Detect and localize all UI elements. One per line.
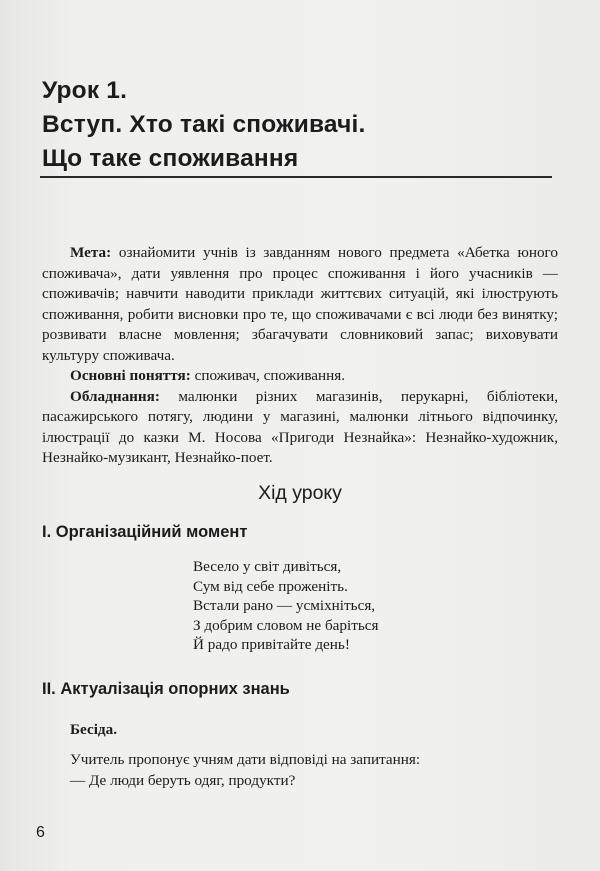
course-heading: Хід уроку <box>258 482 342 504</box>
equipment-label: Обладнання: <box>70 387 160 405</box>
section-heading-organizational: I. Організаційний момент <box>42 523 248 541</box>
title-divider <box>40 176 552 178</box>
lesson-title <box>42 74 562 176</box>
dialog-line: — Де люди беруть одяг, продукти? <box>70 771 296 789</box>
lesson-number: Урок 1. <box>42 77 128 104</box>
poem-line: Встали рано — усміхніться, <box>193 597 376 615</box>
poem-line: З добрим словом не баріться <box>193 616 379 634</box>
dialog-line: Учитель пропонує учням дати відповіді на запитання: <box>70 751 421 768</box>
dialog <box>70 750 540 791</box>
page-number: 6 <box>36 824 45 841</box>
poem-line: Сум від себе проженіть. <box>193 577 348 595</box>
section-heading-actualization: II. Актуалізація опорних знань <box>42 680 290 698</box>
poem-line: Й радо привітайте день! <box>193 636 350 654</box>
lesson-title-line: Що таке споживання <box>42 145 299 172</box>
concepts-paragraph <box>42 366 558 387</box>
goal-text: ознайомити учнів із завданням нового предмета «Абетка юного споживача», дати уявлення про процес споживання і його учасників — споживачів; навчити наводити приклади життєвих ситуацій, які ілюструють споживання, робити висновки про те, що споживачами є всі люди без винятку; розвивати власне мовлення; збагачувати словниковий запас; виховувати культуру споживача. <box>42 244 558 364</box>
equipment-text: малюнки різних магазинів, перукарні, бібліотеки, пасажирського потягу, людини у магазині, малюнки літнього відпочинку, ілюстрації до казки М. Носова «Пригоди Незнайка»: Незнайко-художник, Незнайко-музикант, Незнайко-поет. <box>42 387 558 466</box>
lesson-title-line: Вступ. Хто такі споживачі. <box>42 111 366 138</box>
goal-paragraph <box>42 243 558 366</box>
poem <box>193 557 379 655</box>
poem-line: Весело у світ дивіться, <box>193 558 342 575</box>
equipment-paragraph <box>42 387 558 469</box>
goal-label: Мета: <box>70 244 112 261</box>
concepts-label: Основні поняття: <box>70 367 191 384</box>
concepts-text: споживач, споживання. <box>190 367 346 384</box>
conversation-subheading: Бесіда. <box>70 721 118 738</box>
lesson-intro <box>42 243 558 469</box>
